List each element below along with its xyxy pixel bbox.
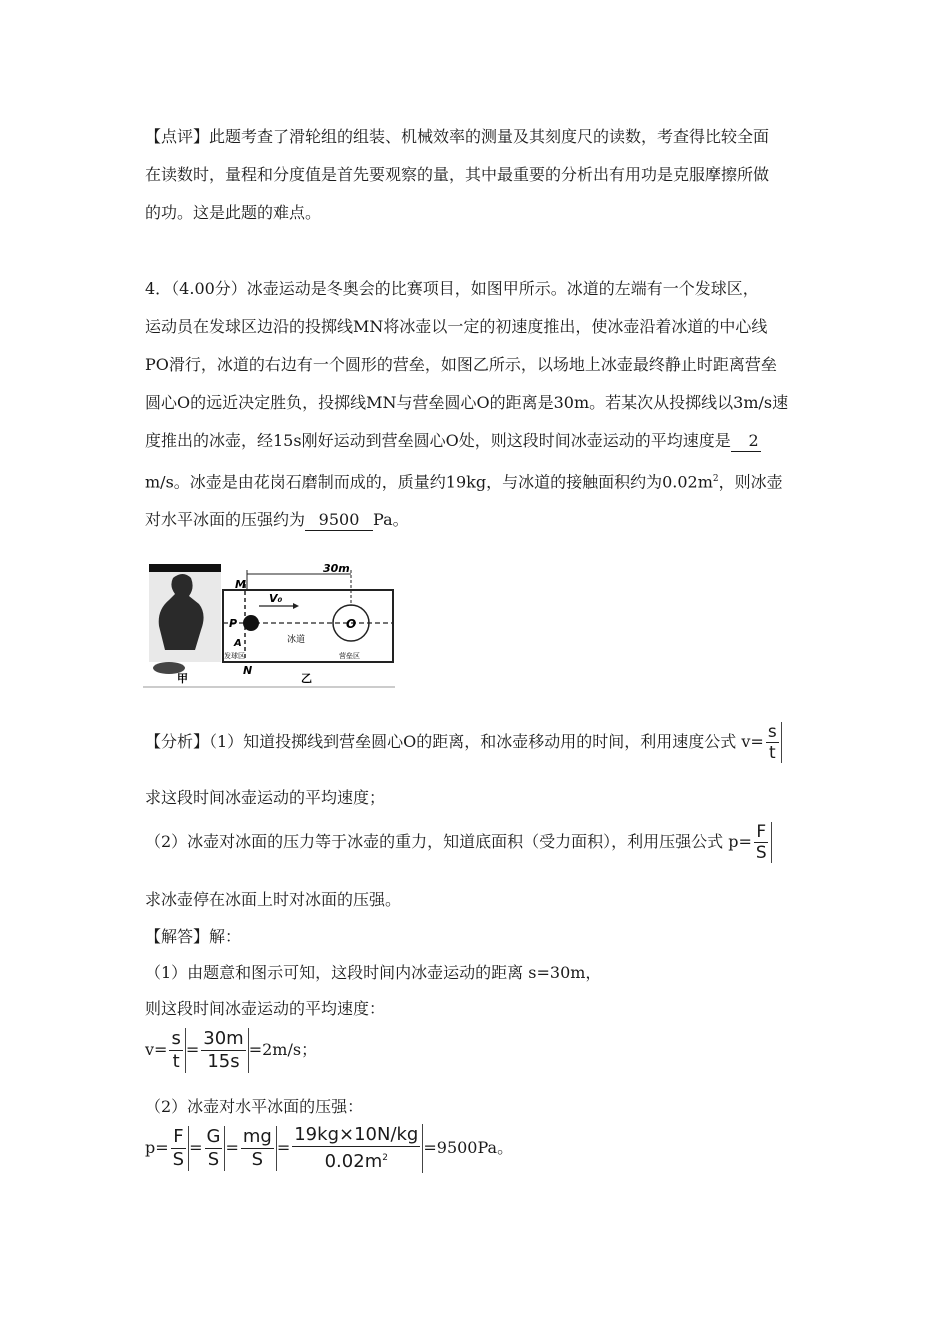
- fraction-numerator: F: [173, 1126, 184, 1147]
- question-line: [145, 460, 815, 501]
- distance-label: 30m: [323, 562, 350, 575]
- label-v0: V₀: [269, 592, 283, 605]
- equation-result: =2m/s；: [248, 1040, 318, 1059]
- equation-text: v=: [145, 1040, 168, 1059]
- equals-sign: =: [189, 1138, 203, 1157]
- equation-text: p=: [145, 1138, 169, 1157]
- fraction-denominator: S: [172, 1149, 185, 1170]
- velocity-arrowhead: [293, 603, 299, 609]
- start-zone-label: 发球区: [224, 652, 245, 660]
- label-p: P: [229, 617, 238, 630]
- fraction-denominator: t: [768, 743, 776, 763]
- fraction-denominator: [323, 1147, 390, 1173]
- photo-top-band: [149, 564, 221, 572]
- question-text: ，则冰壶: [718, 472, 783, 492]
- equation-speed: [145, 1028, 317, 1073]
- fraction-numerator: s: [171, 1028, 181, 1049]
- question-line: 运动员在发球区边沿的投掷线MN将冰壶以一定的初速度推出，使冰壶沿着冰道的中心线: [145, 317, 768, 336]
- fraction-numerator: G: [206, 1126, 221, 1147]
- house-zone-label: 营垒区: [339, 652, 360, 660]
- solution-line: （1）由题意和图示可知，这段时间内冰壶运动的距离 s=30m，: [145, 963, 602, 982]
- question-text: m/s。冰壶是由花岗石磨制而成的，质量约19kg，与冰道的接触面积约为0.02m: [145, 472, 713, 492]
- review-line: 在读数时，量程和分度值是首先要观察的量，其中最重要的分析出有用功是克服摩擦所做: [145, 165, 770, 184]
- fraction-denominator: 15s: [207, 1051, 240, 1072]
- analysis-text: （2）冰壶对冰面的压力等于冰壶的重力，知道底面积（受力面积），利用压强公式 p=: [145, 832, 752, 851]
- solution-heading: 【解答】解：: [145, 927, 242, 946]
- denominator-value: 0.02m: [324, 1151, 383, 1172]
- answer-blank-speed: 2: [731, 431, 761, 452]
- answer-blank-pressure: 9500: [305, 510, 373, 531]
- analysis-line-1: [145, 722, 782, 763]
- label-m: M: [235, 578, 246, 591]
- question-text: Pa。: [373, 510, 409, 530]
- question-line: PO滑行，冰道的右边有一个圆形的营垒，如图乙所示，以场地上冰壶最终静止时距离营垒: [145, 355, 777, 374]
- equals-sign: =: [185, 1040, 200, 1059]
- review-line: 【点评】此题考查了滑轮组的组装、机械效率的测量及其刻度尺的读数，考查得比较全面: [145, 127, 770, 146]
- label-yi: 乙: [301, 672, 312, 685]
- curling-diagram: [143, 560, 395, 688]
- label-a: A: [234, 638, 242, 649]
- equation-result: =9500Pa。: [423, 1138, 514, 1157]
- fraction-denominator: t: [172, 1051, 180, 1072]
- curling-stone: [243, 615, 259, 631]
- fraction-numerator: mg: [242, 1126, 272, 1147]
- fraction-numeric: [290, 1124, 423, 1173]
- fraction-numerator: 30m: [203, 1028, 244, 1049]
- question-block: [145, 270, 815, 539]
- fraction-s-t: [167, 1028, 185, 1073]
- solution-line: 则这段时间冰壶运动的平均速度：: [145, 999, 386, 1018]
- fraction-g-s: [203, 1126, 226, 1171]
- superscript: 2: [382, 1153, 388, 1163]
- fraction-numerator: 19kg×10N/kg: [294, 1124, 419, 1145]
- equals-sign: =: [225, 1138, 239, 1157]
- question-line: [145, 501, 815, 539]
- fraction-f-s: [169, 1126, 189, 1171]
- analysis-line-3: [145, 822, 772, 863]
- analysis-line-2: 求这段时间冰壶运动的平均速度；: [145, 788, 386, 807]
- fraction-denominator: S: [755, 843, 767, 863]
- question-text: 度推出的冰壶，经15s刚好运动到营垒圆心O处，则这段时间冰壶运动的平均速度是: [145, 431, 731, 450]
- review-line: 的功。这是此题的难点。: [145, 203, 322, 222]
- question-line: [145, 422, 815, 460]
- fraction-numerator: s: [767, 722, 777, 742]
- equals-sign: =: [276, 1138, 291, 1157]
- pressure-fraction: [752, 822, 772, 863]
- label-o: O: [346, 617, 357, 631]
- label-jia: 甲: [177, 672, 188, 685]
- fraction-numerator: F: [756, 822, 767, 842]
- solution-line: （2）冰壶对水平冰面的压强：: [145, 1097, 364, 1116]
- lane-label: 冰道: [287, 635, 306, 645]
- review-block: [145, 118, 815, 232]
- question-text: 对水平冰面的压强约为: [145, 510, 306, 530]
- fraction-30m-15s: [199, 1028, 248, 1073]
- analysis-text: 【分析】（1）知道投掷线到营垒圆心O的距离，和冰壶移动用的时间，利用速度公式 v=: [145, 732, 764, 751]
- fraction-mg-s: [239, 1126, 277, 1171]
- analysis-line-4: 求冰壶停在冰面上时对冰面的压强。: [145, 890, 402, 909]
- question-line: 4．（4.00分）冰壶运动是冬奥会的比赛项目，如图甲所示。冰道的左端有一个发球区，: [145, 279, 759, 298]
- speed-fraction: [764, 722, 782, 763]
- fraction-denominator: S: [207, 1149, 220, 1170]
- curling-figure: [143, 560, 395, 688]
- equation-pressure: [145, 1124, 513, 1173]
- superscript: 2: [712, 474, 719, 484]
- fraction-denominator: S: [251, 1149, 264, 1170]
- label-n: N: [243, 664, 253, 677]
- question-line: 圆心O的远近决定胜负，投掷线MN与营垒圆心O的距离是30m。若某次从投掷线以3m/s速: [145, 393, 789, 412]
